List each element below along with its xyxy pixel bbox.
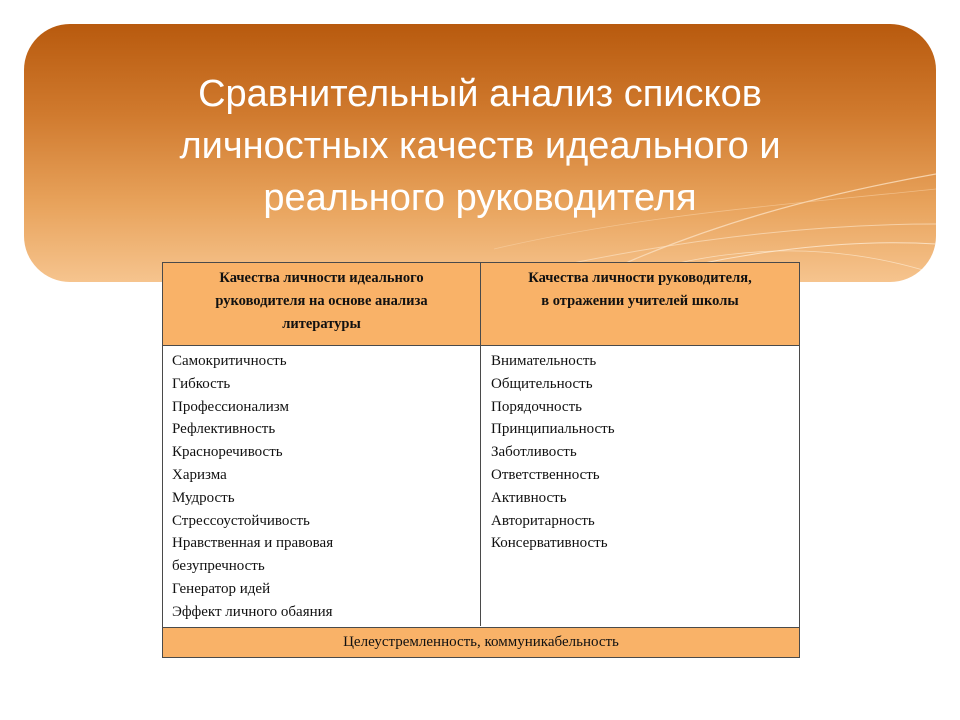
list-item: Авторитарность: [491, 512, 595, 529]
list-item: Ответственность: [491, 466, 600, 483]
list-item: Консервативность: [491, 535, 608, 552]
title-banner: [24, 24, 936, 282]
ideal-qualities-column: [163, 346, 481, 626]
list-item: Самокритичность: [172, 353, 287, 369]
list-item: Стрессоустойчивость: [172, 512, 310, 529]
list-item: Генератор идей: [172, 580, 271, 597]
list-item: Мудрость: [172, 489, 235, 506]
list-item: Общительность: [491, 375, 593, 392]
list-item: Красноречивость: [172, 444, 283, 461]
header-teacher-view-qualities: Качества личности руководителя, в отражении учителей школы: [481, 263, 799, 345]
list-item: Харизма: [172, 466, 227, 483]
comparison-table: [162, 262, 800, 658]
teacher-view-qualities-column: [481, 346, 799, 626]
list-item: Активность: [491, 489, 567, 506]
list-item: Эффект личного обаяния: [172, 603, 333, 620]
list-item: Рефлективность: [172, 421, 276, 438]
list-item: Заботливость: [491, 444, 577, 461]
ideal-qualities-list: [172, 350, 480, 624]
list-item: Внимательность: [491, 353, 597, 369]
common-qualities-footer: Целеустремленность, коммуникабельность: [163, 628, 799, 657]
list-item: Порядочность: [491, 398, 582, 415]
list-item: Профессионализм: [172, 398, 289, 415]
header-ideal-qualities: Качества личности идеального руководителя на основе анализа литературы: [163, 263, 481, 345]
list-item: Нравственная и правовая: [172, 535, 334, 552]
list-item: безупречность: [172, 558, 265, 575]
teacher-view-qualities-list: [491, 350, 799, 555]
list-item: Гибкость: [172, 375, 231, 392]
slide-title: Сравнительный анализ списков личностных качеств идеального и реального руководителя: [179, 73, 781, 219]
list-item: Принципиальность: [491, 421, 615, 438]
